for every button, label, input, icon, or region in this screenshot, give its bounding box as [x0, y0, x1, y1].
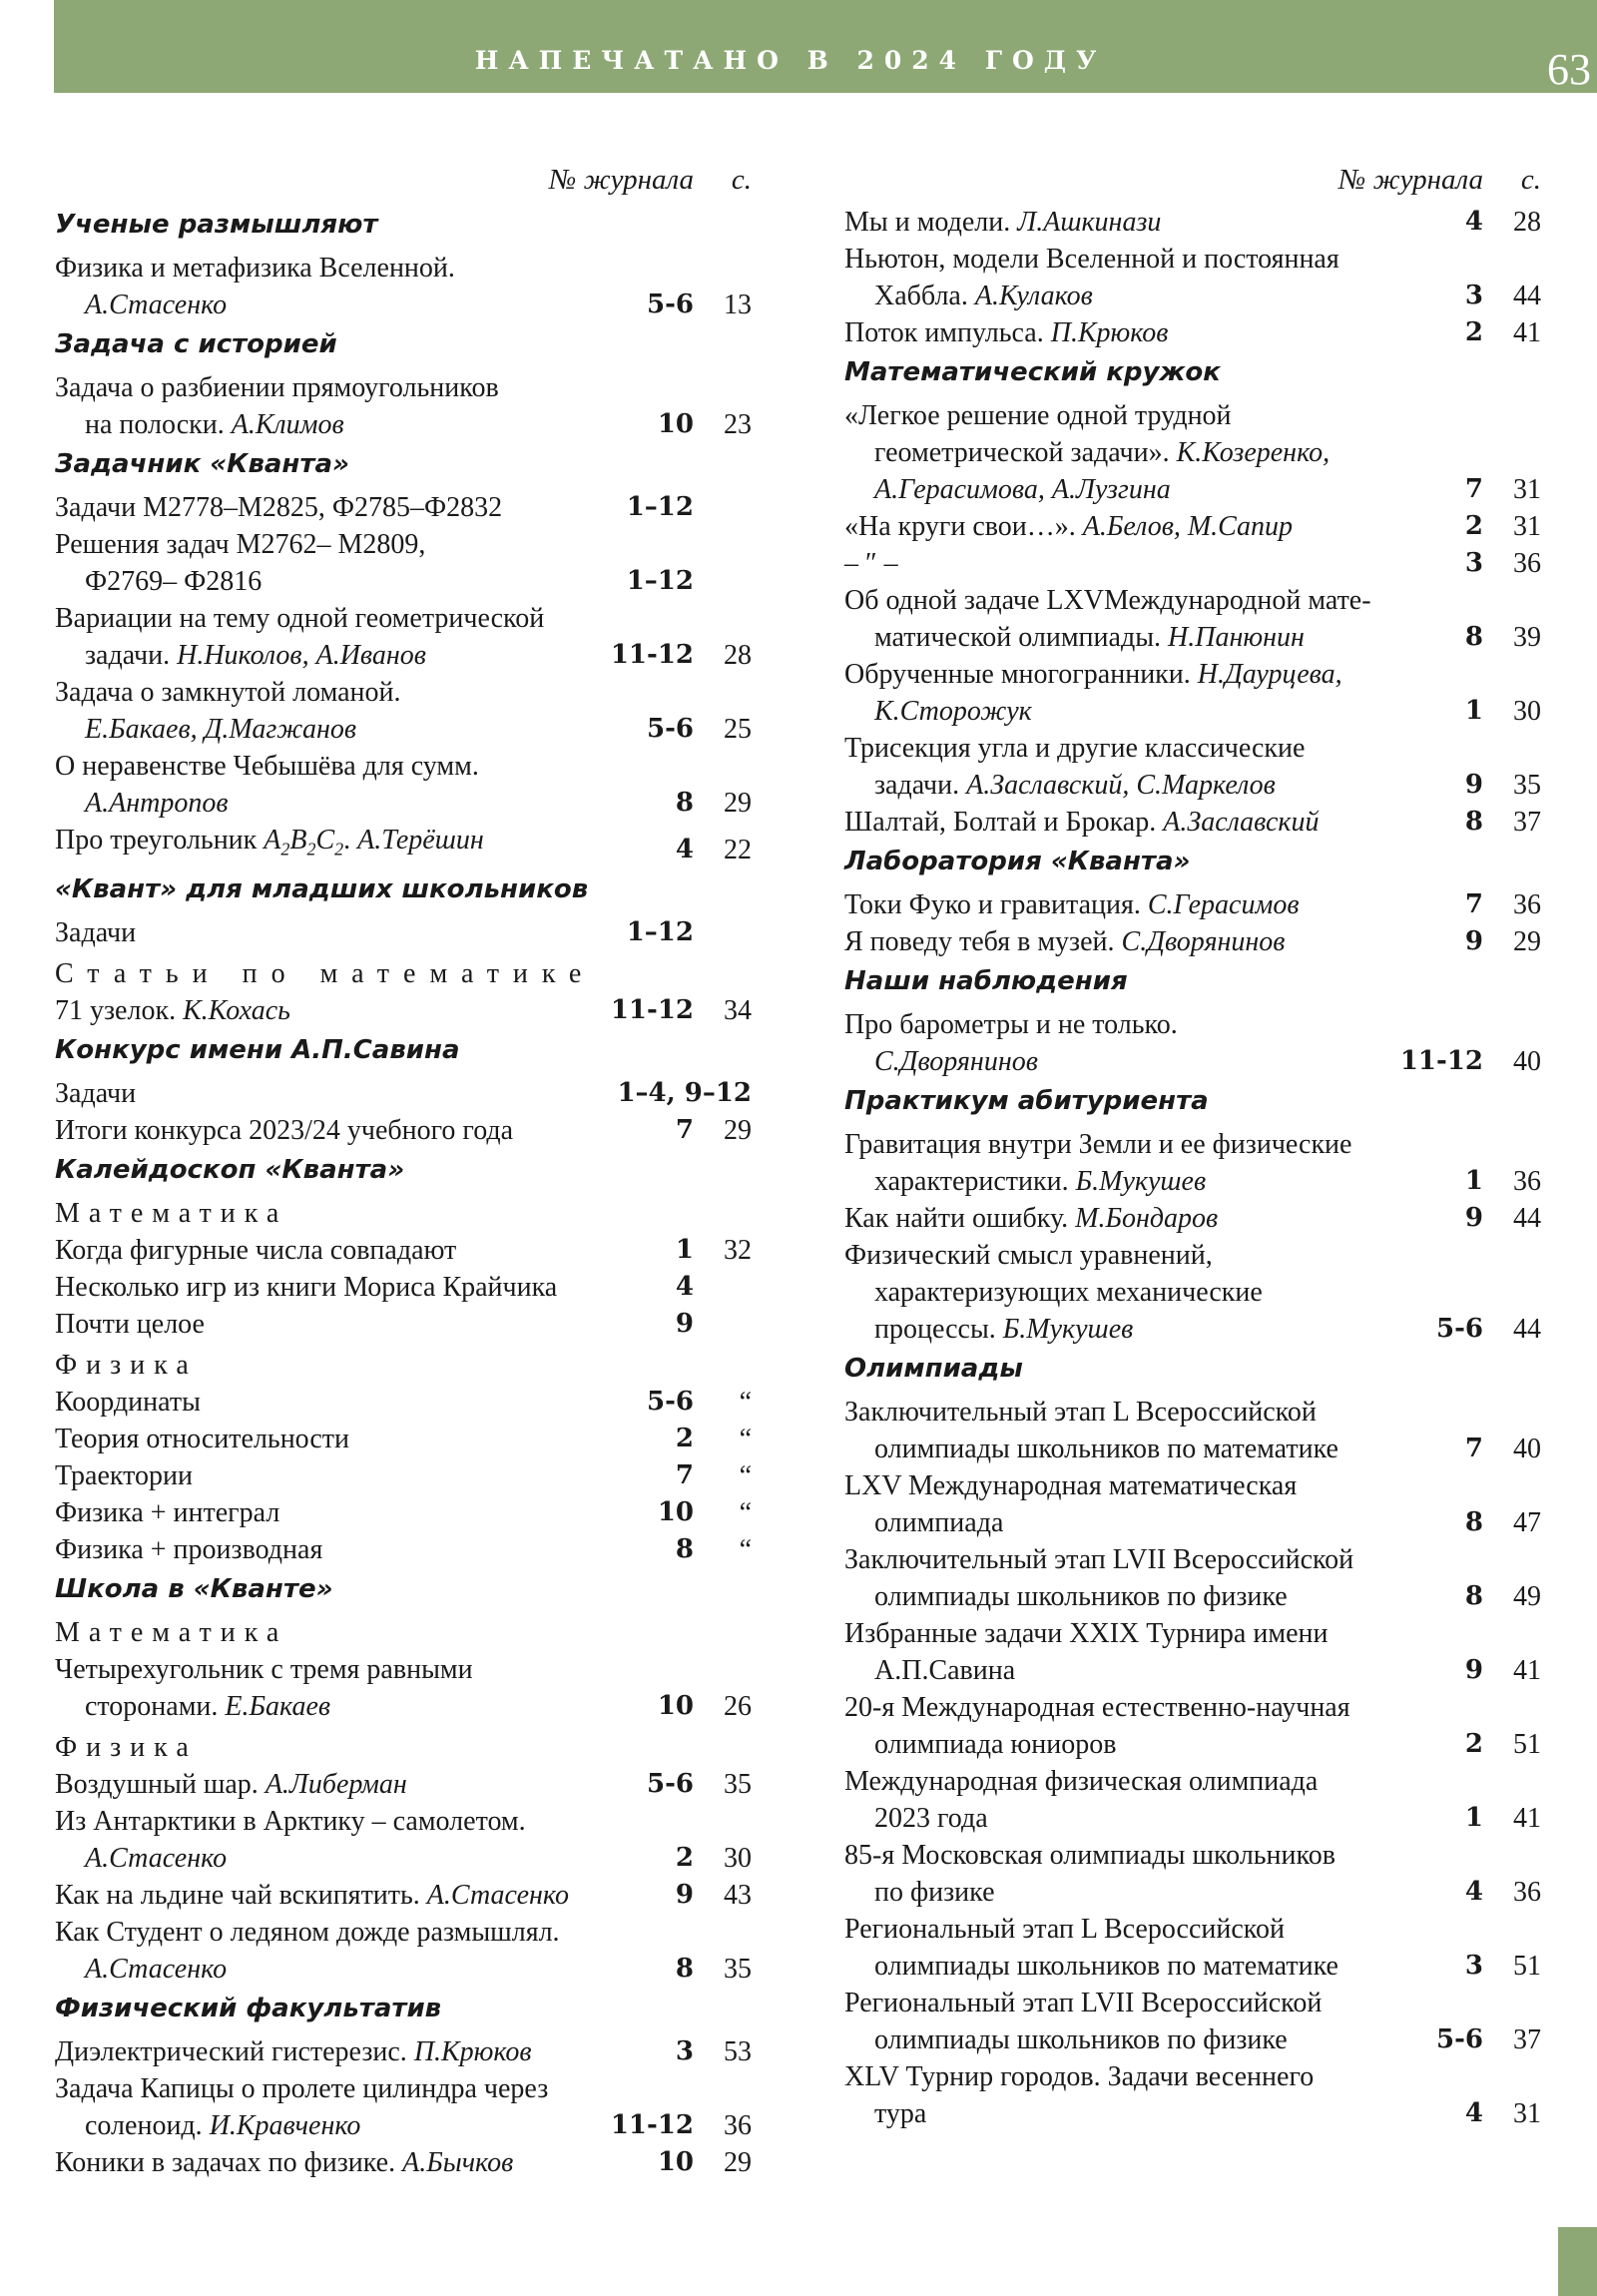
issue-number: 5-6	[647, 1768, 694, 1799]
issue-number: 2	[675, 1842, 694, 1873]
page-ref: 47	[1513, 1507, 1541, 1538]
page-ref: 44	[1513, 1314, 1541, 1345]
toc-entry: Физика + производная 8 “	[55, 1531, 752, 1568]
toc-entry: «На круги свои…». А.Белов, М.Сапир 2 31	[844, 508, 1541, 545]
page-ref: 51	[1513, 1951, 1541, 1982]
toc-entry: Задачи 1–12	[55, 914, 752, 951]
toc-entry: Физика + интеграл 10 “	[55, 1494, 752, 1531]
page-ref: “	[739, 1496, 752, 1528]
issue-number: 1–12	[626, 566, 694, 596]
column-header	[55, 164, 752, 204]
page-ref: 37	[1513, 807, 1541, 838]
issue-number: 5-6	[1436, 2024, 1483, 2054]
toc-entry: Задача о замкнутой ломаной. Е.Бакаев, Д.Магжанов 5-6 25	[55, 674, 752, 748]
section-heading: Калейдоскоп «Кванта»	[55, 1154, 405, 1185]
page-ref: 28	[1513, 207, 1541, 238]
page-ref: 36	[724, 2109, 752, 2141]
issue-number: 5-6	[1436, 1314, 1483, 1344]
toc-entry: Региональный этап L Всероссийской олимпиады школьников по математике 3 51	[844, 1911, 1541, 1985]
toc-entry: Как на льдине чай вскипятить. А.Стасенко 9 43	[55, 1877, 752, 1914]
toc-entry: Про барометры и не только. С.Дворянинов 11-12 40	[844, 1006, 1541, 1080]
toc-entry: Гравитация внутри Земли и ее физические характеристики. Б.Мукушев 1 36	[844, 1126, 1541, 1200]
toc-entry: Я поведу тебя в музей. С.Дворянинов 9 29	[844, 923, 1541, 960]
toc-entry: Почти целое 9	[55, 1306, 752, 1343]
page-ref: 40	[1513, 1434, 1541, 1464]
toc-entry: Токи Фуко и гравитация. С.Герасимов 7 36	[844, 886, 1541, 923]
page-ref: 36	[1513, 548, 1541, 579]
issue-number: 7	[675, 1114, 694, 1145]
section-heading: Ученые размышляют	[55, 210, 378, 240]
issue-number: 10	[657, 1496, 694, 1527]
toc-entry: Когда фигурные числа совпадают 1 32	[55, 1232, 752, 1269]
page-ref: 36	[1513, 889, 1541, 920]
section-heading: Конкурс имени А.П.Савина	[55, 1034, 460, 1065]
page-ref: 49	[1513, 1581, 1541, 1612]
page-ref: “	[739, 1386, 752, 1418]
page-ref: 35	[1513, 770, 1541, 801]
section-heading: «Квант» для младших школьников	[55, 873, 589, 904]
issue-number: 7	[1464, 889, 1483, 919]
issue-number: 8	[1464, 807, 1483, 837]
page-ref: 36	[1513, 1877, 1541, 1908]
toc-entry: Задача о разбиении прямоугольников на полоски. А.Климов 10 23	[55, 369, 752, 443]
toc-entry: Задача Капицы о пролете цилиндра через соленоид. И.Кравченко 11-12 36	[55, 2070, 752, 2144]
issue-number: 8	[675, 1533, 694, 1564]
toc-entry: Теория относительности 2 “	[55, 1421, 752, 1457]
section-heading: Математический кружок	[844, 357, 1221, 387]
subsection-heading: Физика	[55, 1349, 198, 1381]
issue-header: № журнала	[549, 164, 694, 196]
page-header: с.	[731, 164, 752, 196]
issue-number: 3	[1464, 281, 1483, 310]
issue-number: 10	[657, 409, 694, 439]
section-heading: Олимпиады	[844, 1354, 1023, 1384]
issue-header: № журнала	[1338, 164, 1483, 196]
page-ref: 25	[724, 714, 752, 745]
issue-number: 7	[1464, 474, 1483, 504]
toc-entry: Решения задач М2762– М2809, Ф2769– Ф2816 1–12	[55, 526, 752, 600]
issue-number: 9	[1464, 1655, 1483, 1685]
page-ref: 44	[1513, 281, 1541, 311]
toc-entry: 20-я Международная естественно-научная олимпиада юниоров 2 51	[844, 1689, 1541, 1763]
toc-entry: Заключительный этап L Всероссийской олимпиады школьников по математике 7 40	[844, 1394, 1541, 1467]
issue-number: 1–12	[626, 492, 694, 522]
issue-number: 3	[675, 2035, 694, 2066]
issue-number: 4	[1464, 207, 1483, 237]
section-heading: Практикум абитуриента	[844, 1086, 1209, 1116]
page-ref: 29	[724, 2146, 752, 2178]
page-ref: 39	[1513, 622, 1541, 653]
issue-number: 11-12	[610, 2109, 694, 2140]
page-ref: 44	[1513, 1203, 1541, 1234]
toc-entry: LXV Международная математическая олимпиада 8 47	[844, 1467, 1541, 1541]
issue-number: 1	[1464, 1803, 1483, 1833]
toc-entry: Четырехугольник с тремя равными сторонами. Е.Бакаев 10 26	[55, 1651, 752, 1725]
page-ref: 36	[1513, 1166, 1541, 1197]
section-heading: Наши наблюдения	[844, 966, 1128, 996]
issue-number: 8	[675, 1953, 694, 1984]
issue-number: 8	[1464, 1581, 1483, 1611]
issue-number: 4	[1464, 1877, 1483, 1907]
page-ref: “	[739, 1423, 752, 1454]
page-ref: 29	[724, 788, 752, 819]
page-ref: 41	[1513, 317, 1541, 348]
page-ref: 22	[724, 834, 752, 865]
page-ref: 28	[724, 640, 752, 671]
subsection-heading: Математика	[55, 1616, 288, 1648]
issue-number: 1–12	[626, 916, 694, 947]
page-ref: 30	[1513, 696, 1541, 727]
issue-number: 2	[1464, 317, 1483, 347]
issue-number: 8	[675, 788, 694, 818]
toc-entry: Задачи М2778–М2825, Ф2785–Ф2832 1–12	[55, 489, 752, 526]
issue-number: 8	[1464, 1507, 1483, 1537]
toc-entry: Как Студент о ледяном дожде размышлял. А.Стасенко 8 35	[55, 1914, 752, 1988]
issue-number: 2	[675, 1423, 694, 1453]
issue-number: 1	[1464, 1166, 1483, 1196]
issue-number: 4	[1464, 2098, 1483, 2128]
toc-entry: Траектории 7 “	[55, 1457, 752, 1494]
issue-number: 10	[657, 2146, 694, 2177]
issue-number: 11-12	[1399, 1046, 1483, 1076]
toc-entry: Задачи 1–4, 9–12	[55, 1075, 752, 1112]
issue-number: 8	[1464, 622, 1483, 652]
page-ref: 26	[724, 1690, 752, 1722]
issue-number: 9	[1464, 770, 1483, 800]
page-ref: 29	[1513, 926, 1541, 957]
header-title: НАПЕЧАТАНО В 2024 ГОДУ	[474, 46, 1107, 75]
toc-entry: Как найти ошибку. М.Бондаров 9 44	[844, 1200, 1541, 1237]
toc-entry: 71 узелок. К.Кохась 11-12 34	[55, 992, 752, 1029]
section-heading: Лаборатория «Кванта»	[844, 847, 1191, 876]
issue-number: 9	[1464, 1203, 1483, 1233]
toc-entry: Об одной задаче LXVМеждународной мате- матической олимпиады. Н.Панюнин 8 39	[844, 582, 1541, 656]
toc-entry: Из Антарктики в Арктику – самолетом. А.Стасенко 2 30	[55, 1803, 752, 1877]
issue-number: 9	[675, 1308, 694, 1339]
left-column	[55, 164, 752, 2181]
toc-entry: «Легкое решение одной трудной геометрической задачи». К.Козеренко, А.Герасимова, А.Лузгина 7 31	[844, 397, 1541, 508]
issue-number: 2	[1464, 511, 1483, 541]
toc-entry: Итоги конкурса 2023/24 учебного года 7 29	[55, 1112, 752, 1149]
toc-entry: Шалтай, Болтай и Брокар. А.Заславский 8 37	[844, 804, 1541, 841]
section-heading: Задачник «Кванта»	[55, 449, 349, 479]
page-ref: 23	[724, 409, 752, 440]
issue-number: 5-6	[647, 1386, 694, 1417]
toc-entry: О неравенстве Чебышёва для сумм. А.Антропов 8 29	[55, 748, 752, 822]
toc-entry: Физический смысл уравнений, характеризующих механические процессы. Б.Мукушев 5-6 44	[844, 1237, 1541, 1348]
page-ref: 32	[724, 1234, 752, 1266]
toc-entry: Диэлектрический гистерезис. П.Крюков 3 53	[55, 2033, 752, 2070]
issue-number: 1–4, 9–12	[617, 1077, 752, 1108]
toc-entry: Ньютон, модели Вселенной и постоянная Хаббла. А.Кулаков 3 44	[844, 241, 1541, 314]
issue-number: 2	[1464, 1729, 1483, 1759]
toc-entry: Коники в задачах по физике. А.Бычков 10 29	[55, 2144, 752, 2181]
page-ref: 41	[1513, 1803, 1541, 1834]
subsection-heading: Статьи по математике	[55, 957, 596, 989]
subsection-heading: Математика	[55, 1197, 288, 1229]
toc-entry: Обрученные многогранники. Н.Даурцева, К.Сторожук 1 30	[844, 656, 1541, 730]
page-ref: “	[739, 1533, 752, 1565]
right-column	[844, 164, 1541, 2132]
issue-number: 3	[1464, 548, 1483, 578]
toc-entry: Физика и метафизика Вселенной. А.Стасенко 5-6 13	[55, 250, 752, 323]
issue-number: 7	[675, 1459, 694, 1490]
issue-number: 7	[1464, 1434, 1483, 1463]
header-band	[54, 0, 1597, 93]
page-ref: 13	[724, 289, 752, 320]
issue-number: 10	[657, 1690, 694, 1721]
toc-entry: Трисекция угла и другие классические задачи. А.Заславский, С.Маркелов 9 35	[844, 730, 1541, 804]
section-heading: Школа в «Кванте»	[55, 1573, 333, 1604]
page-ref: 31	[1513, 474, 1541, 505]
toc-entry: Несколько игр из книги Мориса Крайчика 4	[55, 1269, 752, 1306]
page-header: с.	[1520, 164, 1541, 196]
toc-entry: Координаты 5-6 “	[55, 1384, 752, 1421]
toc-entry: Международная физическая олимпиада 2023 года 1 41	[844, 1763, 1541, 1837]
issue-number: 9	[1464, 926, 1483, 956]
page-ref: 35	[724, 1768, 752, 1800]
toc-entry: Про треугольник $A_2B_2C_2$. А.Терёшин 4 22	[55, 822, 752, 868]
page-ref: 31	[1513, 511, 1541, 542]
corner-tab	[1558, 2227, 1597, 2296]
page-ref: 31	[1513, 2098, 1541, 2129]
page-ref: “	[739, 1459, 752, 1491]
page-ref: 41	[1513, 1655, 1541, 1686]
toc-entry: Мы и модели. Л.Ашкинази 4 28	[844, 204, 1541, 241]
page-number: 63	[1547, 45, 1591, 94]
toc-entry: – ″ – 3 36	[844, 545, 1541, 582]
issue-number: 11-12	[610, 640, 694, 670]
math-formula: $A_2B_2C_2$	[264, 825, 344, 860]
issue-number: 9	[675, 1879, 694, 1910]
page-ref: 37	[1513, 2024, 1541, 2055]
issue-number: 3	[1464, 1951, 1483, 1981]
page-ref: 30	[724, 1842, 752, 1874]
column-header	[844, 164, 1541, 204]
toc-entry: Региональный этап LVII Всероссийской олимпиады школьников по физике 5-6 37	[844, 1985, 1541, 2058]
issue-number: 5-6	[647, 714, 694, 744]
toc-entry: 85-я Московская олимпиады школьников по физике 4 36	[844, 1837, 1541, 1911]
toc-entry: Воздушный шар. А.Либерман 5-6 35	[55, 1766, 752, 1803]
toc-entry: XLV Турнир городов. Задачи весеннего тура 4 31	[844, 2058, 1541, 2132]
toc-entry: Заключительный этап LVII Всероссийской олимпиады школьников по физике 8 49	[844, 1541, 1541, 1615]
section-heading: Физический факультатив	[55, 1993, 442, 2023]
page-ref: 43	[724, 1879, 752, 1911]
toc-entry: Избранные задачи XXIX Турнира имени А.П.Савина 9 41	[844, 1615, 1541, 1689]
issue-number: 1	[675, 1234, 694, 1265]
issue-number: 1	[1464, 696, 1483, 726]
issue-number: 11-12	[610, 994, 694, 1025]
page-ref: 34	[724, 994, 752, 1026]
toc-entry: Вариации на тему одной геометрической задачи. Н.Николов, А.Иванов 11-12 28	[55, 600, 752, 674]
toc-entry: Поток импульса. П.Крюков 2 41	[844, 314, 1541, 351]
page-ref: 40	[1513, 1046, 1541, 1077]
section-heading: Задача с историей	[55, 329, 337, 359]
page-ref: 51	[1513, 1729, 1541, 1760]
issue-number: 4	[675, 1271, 694, 1302]
issue-number: 4	[675, 834, 694, 864]
page-ref: 29	[724, 1114, 752, 1146]
page-ref: 53	[724, 2035, 752, 2067]
subsection-heading: Физика	[55, 1731, 198, 1763]
page-ref: 35	[724, 1953, 752, 1985]
issue-number: 5-6	[647, 289, 694, 319]
